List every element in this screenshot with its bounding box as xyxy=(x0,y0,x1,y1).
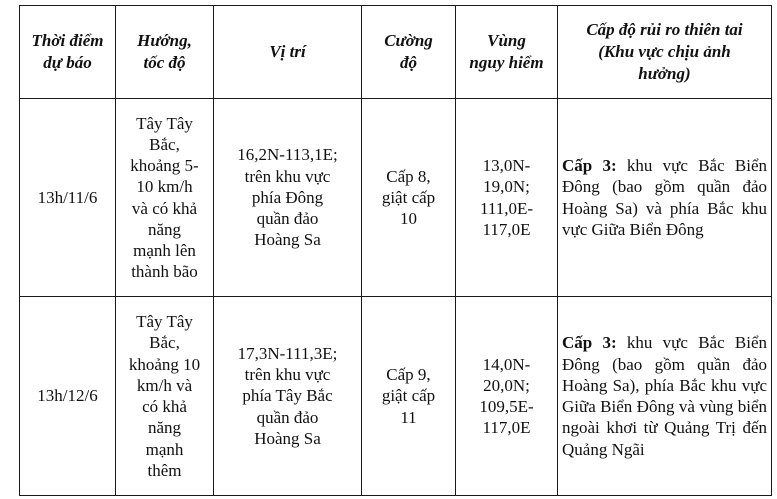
cell-risk xyxy=(558,99,772,297)
cell-intensity: Cấp 8, giật cấp 10 xyxy=(362,99,456,297)
header-position: Vị trí xyxy=(214,6,362,99)
risk-area-text: khu vực Bắc Biển Đông (bao gồm quần đảo Hoàng Sa) và phía Bắc khu vực Giữa Biển Đông xyxy=(562,156,767,239)
table-row xyxy=(20,297,772,496)
table-header-row xyxy=(20,6,772,99)
forecast-table xyxy=(19,5,772,496)
header-intensity: Cường độ xyxy=(362,6,456,99)
cell-position: 17,3N-111,3E; trên khu vực phía Tây Bắc quần đảo Hoàng Sa xyxy=(214,297,362,496)
cell-time: 13h/12/6 xyxy=(20,297,116,496)
cell-position: 16,2N-113,1E; trên khu vực phía Đông quần đảo Hoàng Sa xyxy=(214,99,362,297)
risk-area-text: khu vực Bắc Biển Đông (bao gồm quần đảo Hoàng Sa), phía Bắc khu vực Giữa Biển Đông và vùng biển ngoài khơi từ Quảng Trị đến Quảng Ngãi xyxy=(562,333,767,459)
cell-danger-zone: 13,0N- 19,0N; 111,0E- 117,0E xyxy=(456,99,558,297)
table-row xyxy=(20,99,772,297)
header-direction-speed: Hướng, tốc độ xyxy=(116,6,214,99)
header-danger-zone: Vùng nguy hiểm xyxy=(456,6,558,99)
risk-level-label: Cấp 3: xyxy=(562,156,617,175)
cell-risk xyxy=(558,297,772,496)
cell-direction: Tây Tây Bắc, khoảng 5- 10 km/h và có khả năng mạnh lên thành bão xyxy=(116,99,214,297)
cell-direction: Tây Tây Bắc, khoảng 10 km/h và có khả năng mạnh thêm xyxy=(116,297,214,496)
cell-danger-zone: 14,0N- 20,0N; 109,5E- 117,0E xyxy=(456,297,558,496)
header-forecast-time: Thời điểm dự báo xyxy=(20,6,116,99)
header-risk-level: Cấp độ rủi ro thiên tai (Khu vực chịu ảnh hưởng) xyxy=(558,6,772,99)
cell-intensity: Cấp 9, giật cấp 11 xyxy=(362,297,456,496)
risk-level-label: Cấp 3: xyxy=(562,333,617,353)
cell-time: 13h/11/6 xyxy=(20,99,116,297)
